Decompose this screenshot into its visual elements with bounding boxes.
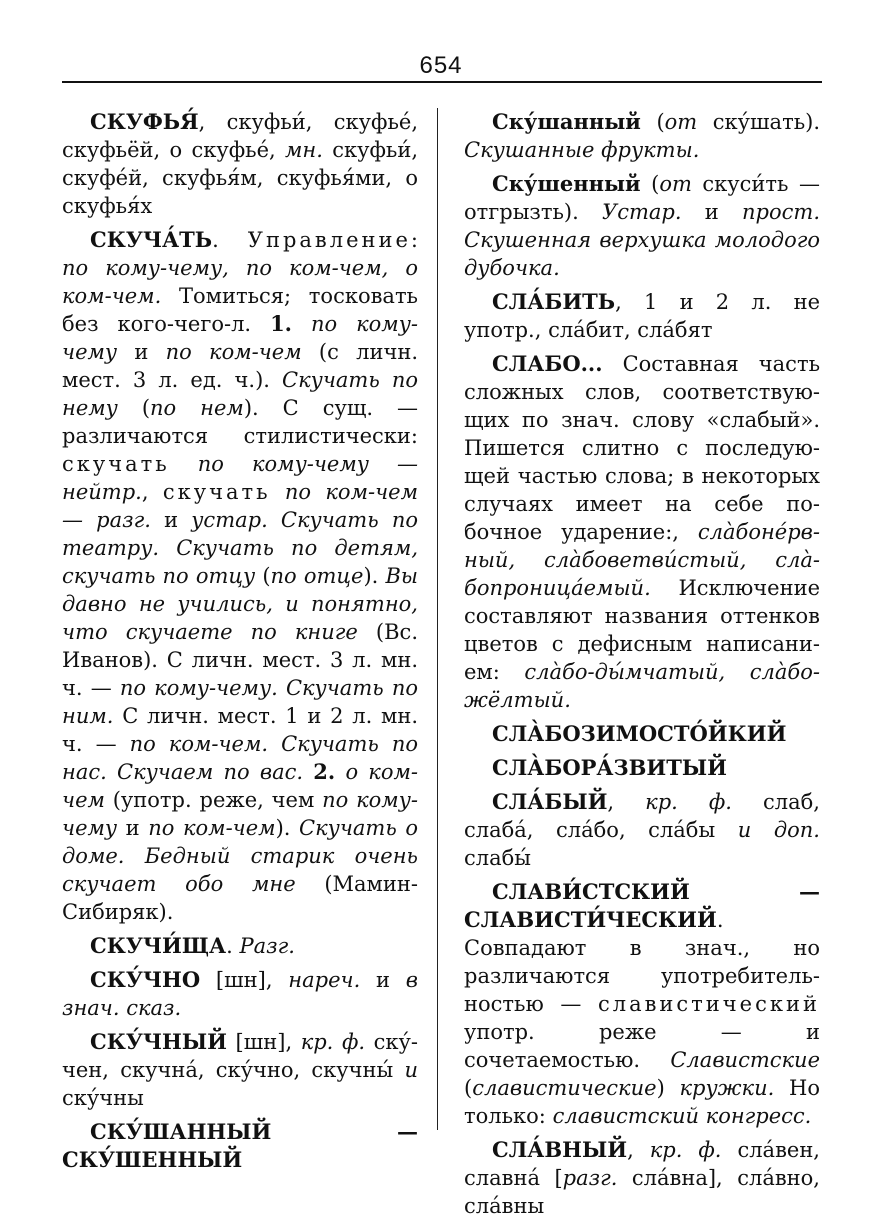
dictionary-entry-skuchno: СКУ́ЧНО [шн], нареч. и в знач. сказ. bbox=[62, 967, 418, 1020]
dictionary-entry-skuchishcha: СКУЧИ́ЩА. Разг. bbox=[90, 933, 295, 958]
page-number: 654 bbox=[419, 52, 463, 79]
dictionary-entry-skuchat: СКУЧА́ТЬ. Управление: по кому-чему, по ком-чем, о ком-чем. Томиться; тосковать без кого-чего-л. 1. по кому-чему и по ком-чем (с личн. мест. 3 л. ед. ч.). Скучать по нему (по нем). С сущ. — различаются стилистически: скучать по кому-чему — нейтр., скучать по ком-чем — разг. и устар. Скучать по театру. Скучать по детям, скучать по отцу (по отце). Вы давно не учились, и понятно, что скучаете по книге (Вс. Иванов). С личн. мест. 3 л. мн. ч. — по кому-чему. Скучать по ним. С личн. мест. 1 и 2 л. мн. ч. — по ком-чем. Скучать по нас. Скучаем по вас. 2. о ком-чем (употр. реже, чем по кому-чему и по ком-чем). Скучать о доме. Бедный старик очень скучает обо мне (Мамин-Сибиряк). bbox=[62, 227, 419, 924]
dictionary-entry-skushanny: Ску́шанный (от ску́шать). Скушанные фрукты. bbox=[464, 109, 820, 162]
dictionary-entry-slaborazvity: СЛА̀БОРА́ЗВИТЫЙ bbox=[492, 755, 727, 780]
dictionary-entry-skufya: СКУФЬЯ́, скуфьи́, скуфье́, скуфьёй, о скуфье́, мн. скуфьи́, скуфе́й, скуфья́м, скуфья́ми, о скуфья́х bbox=[62, 109, 418, 218]
dictionary-entry-slavistsky: СЛАВИ́СТСКИЙ — СЛАВИСТИ́ЧЕСКИЙ. Совпадают в знач., но различаются употребительностью — славистический употр. реже — и сочетаемостью. Славистские (славистические) кружки. Но только: славистский конгресс. bbox=[464, 879, 820, 1128]
dictionary-entry-slaby: СЛА́БЫЙ, кр. ф. слаб, слаба́, сла́бо, сла́бы и доп. слабы́ bbox=[464, 789, 820, 870]
header-rule bbox=[62, 81, 822, 83]
dictionary-entry-skushenny: Ску́шенный (от скуси́ть — отгрызть). Устар. и прост. Скушенная верхушка молодого дубочка. bbox=[464, 171, 820, 280]
dictionary-entry-slavny: СЛА́ВНЫЙ, кр. ф. сла́вен, славна́ [разг. сла́вна], сла́вно, сла́вны bbox=[464, 1137, 820, 1218]
dictionary-entry-slabo: СЛАБО... Составная часть сложных слов, соответствующих по знач. слову «слабый». Пишется слитно с последующей частью слова; в некоторых случаях имеет на себе побочное ударение:, сла̀бонéрвный, сла̀боветви́стый, сла̀бопроницáемый. Исключение составляют названия оттенков цветов с дефисным написанием: сла̀бо-ды́мчатый, сла̀божёлтый. bbox=[464, 351, 820, 712]
dictionary-entry-slabit: СЛА́БИТЬ, 1 и 2 л. не употр., сла́бит, сла́бят bbox=[464, 289, 820, 342]
dictionary-entry-slabozimostoyky: СЛА̀БОЗИМОСТО́ЙКИЙ bbox=[492, 721, 787, 746]
column-divider bbox=[437, 108, 438, 1130]
right-column bbox=[464, 108, 820, 1226]
left-column bbox=[62, 108, 418, 1180]
dictionary-entry-skuchny: СКУ́ЧНЫЙ [шн], кр. ф. ску́чен, скучна́, ску́чно, скучны́ и ску́чны bbox=[62, 1029, 418, 1110]
dictionary-entry-skushanny-skushenny: СКУ́ШАННЫЙ — СКУ́ШЕННЫЙ bbox=[62, 1119, 418, 1172]
